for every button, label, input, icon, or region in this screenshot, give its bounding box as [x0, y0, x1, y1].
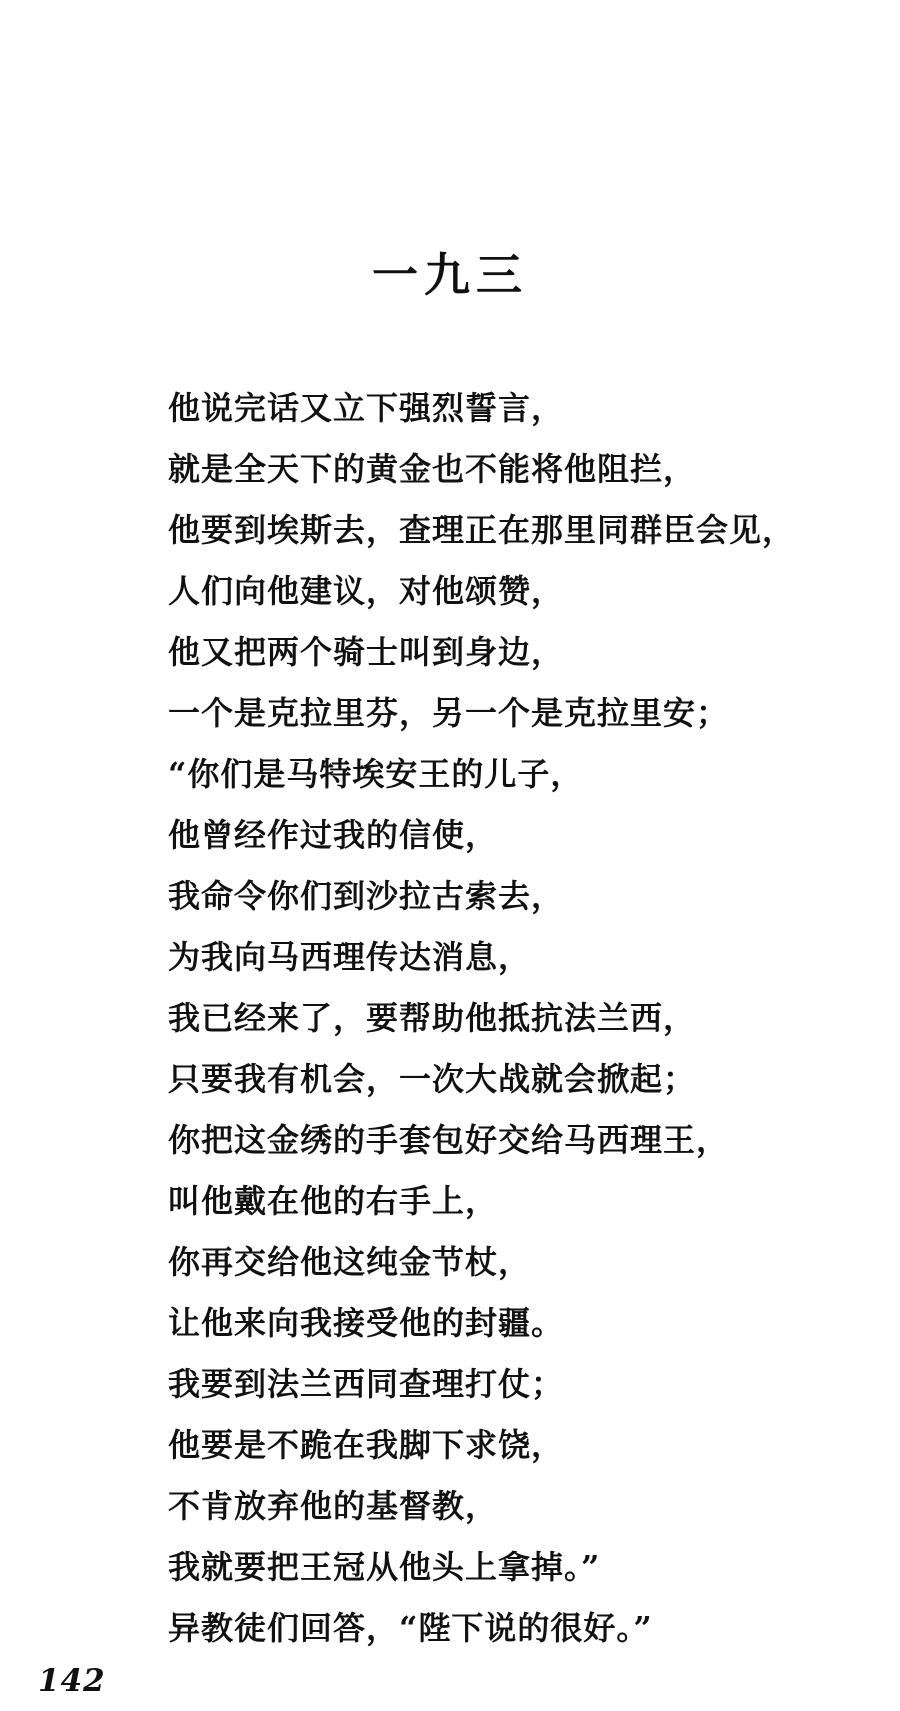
- stanza-number-title: 一九三: [372, 248, 528, 302]
- verse-line: 他要是不跪在我脚下求饶，: [168, 1426, 565, 1464]
- verse-line: 他要到埃斯去，查理正在那里同群臣会见，: [168, 511, 796, 549]
- verse-line: 不肯放弃他的基督教，: [168, 1487, 499, 1525]
- verse-line: 一个是克拉里芬，另一个是克拉里安；: [168, 694, 730, 732]
- verse-line: 让他来向我接受他的封疆。: [168, 1304, 565, 1342]
- verse-line: 叫他戴在他的右手上，: [168, 1182, 499, 1220]
- verse-line: 你再交给他这纯金节杖，: [168, 1243, 532, 1281]
- verse-line: 他说完话又立下强烈誓言，: [168, 389, 565, 427]
- verse-line: 他又把两个骑士叫到身边，: [168, 633, 565, 671]
- verse-line: 就是全天下的黄金也不能将他阻拦，: [168, 450, 697, 488]
- verse-line: 你把这金绣的手套包好交给马西理王，: [168, 1121, 730, 1159]
- verse-stanza: [168, 378, 795, 1659]
- verse-line: 异教徒们回答，“陛下说的很好。”: [168, 1609, 653, 1647]
- verse-line: 我要到法兰西同查理打仗；: [168, 1365, 565, 1403]
- verse-line: 他曾经作过我的信使，: [168, 816, 499, 854]
- verse-line: 我命令你们到沙拉古索去，: [168, 877, 565, 915]
- verse-line: 为我向马西理传达消息，: [168, 938, 532, 976]
- verse-line: 只要我有机会，一次大战就会掀起；: [168, 1060, 697, 1098]
- verse-line: “你们是马特埃安王的儿子，: [168, 755, 584, 793]
- verse-line: 我就要把王冠从他头上拿掉。”: [168, 1548, 601, 1586]
- page-number: 142: [38, 1663, 106, 1699]
- verse-line: 人们向他建议，对他颂赞，: [168, 572, 565, 610]
- verse-line: 我已经来了，要帮助他抵抗法兰西，: [168, 999, 697, 1037]
